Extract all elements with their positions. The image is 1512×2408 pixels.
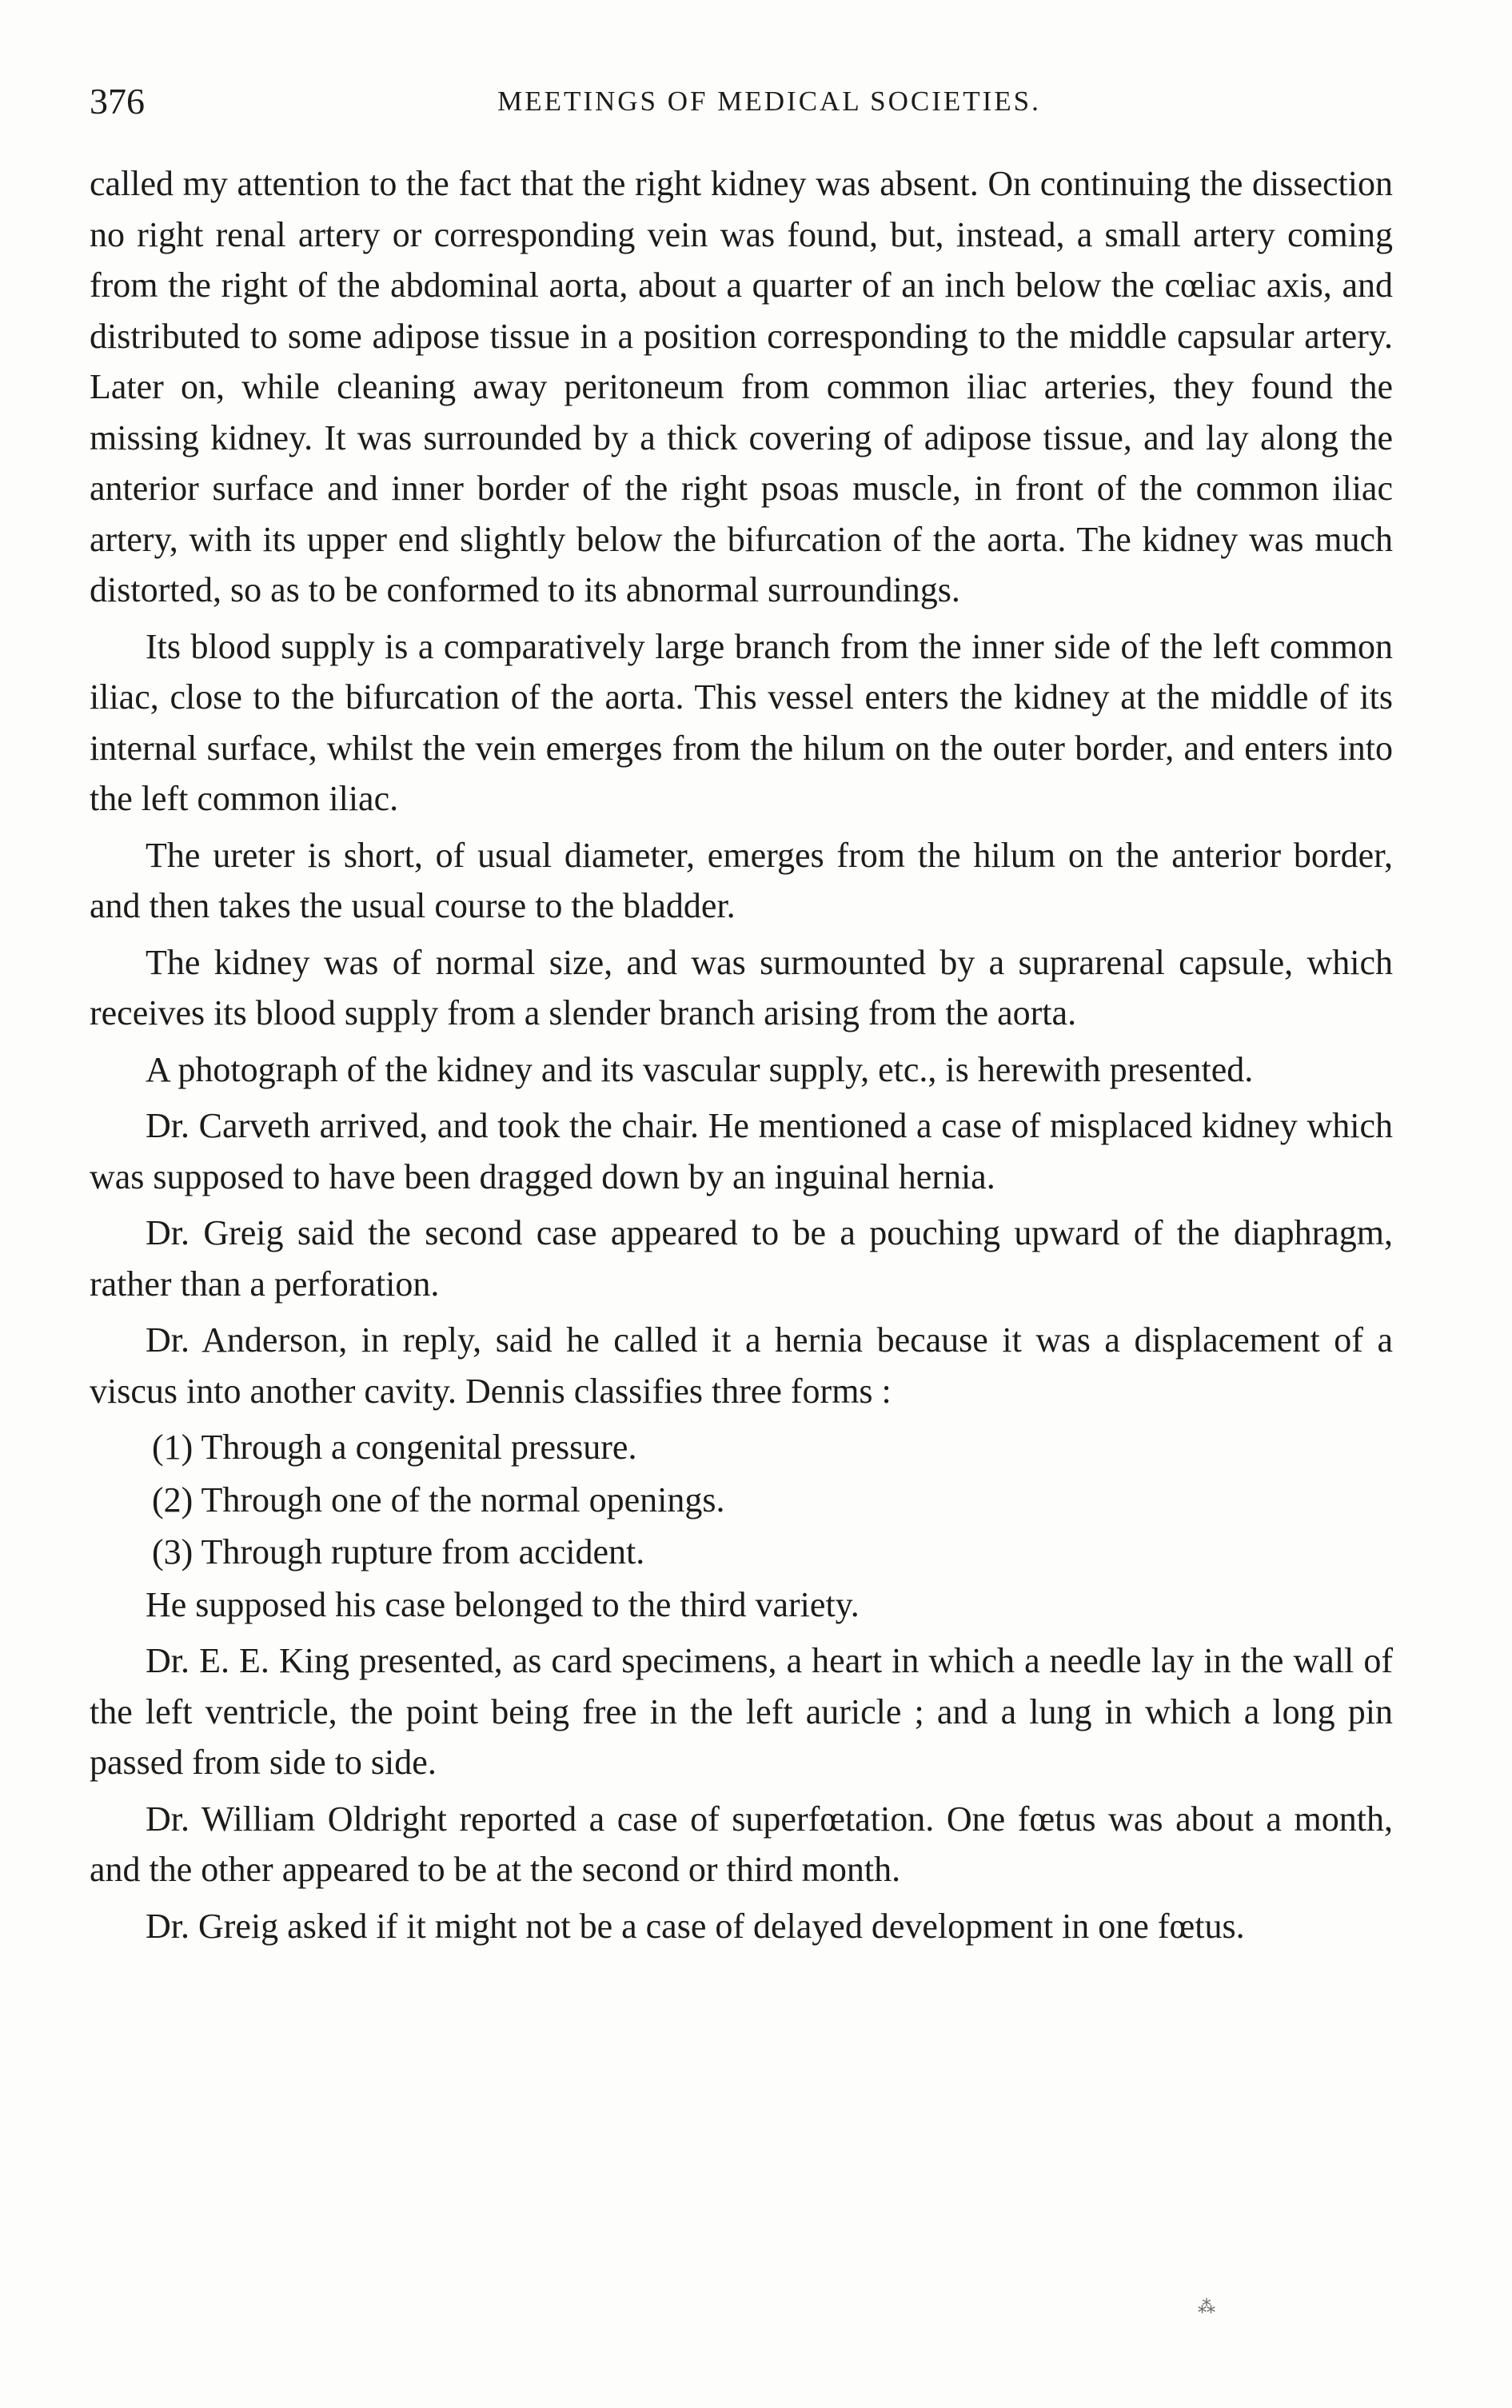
paragraph: Dr. Greig said the second case appeared to be a pouching upward of the diaphragm, rather than a perforation. bbox=[90, 1213, 1393, 1304]
list-item: (2) Through one of the normal openings. bbox=[152, 1480, 725, 1519]
body-text bbox=[90, 158, 1393, 1957]
page-number: 376 bbox=[90, 81, 145, 122]
paragraph: Dr. Anderson, in reply, said he called it a hernia because it was a displacement of a viscus into another cavity. Dennis classifies three forms : bbox=[90, 1320, 1393, 1411]
paragraph: Dr. William Oldright reported a case of superfœtation. One fœtus was about a month, and the other appeared to be at the second or third month. bbox=[90, 1799, 1393, 1889]
paragraph: The ureter is short, of usual diameter, emerges from the hilum on the anterior border, and then takes the usual course to the bladder. bbox=[90, 835, 1393, 925]
paragraph: Dr. E. E. King presented, as card specimens, a heart in which a needle lay in the wall of the left ventricle, the point being free in the left auricle ; and a lung in which a long pin passed from side to side. bbox=[90, 1641, 1393, 1782]
list-item: (1) Through a congenital pressure. bbox=[152, 1428, 637, 1467]
paragraph: Dr. Greig asked if it might not be a case of delayed development in one fœtus. bbox=[146, 1906, 1245, 1946]
running-title: MEETINGS OF MEDICAL SOCIETIES. bbox=[497, 86, 1041, 117]
paragraph: The kidney was of normal size, and was surmounted by a suprarenal capsule, which receives its blood supply from a slender branch arising from the aorta. bbox=[90, 942, 1393, 1032]
printer-mark: ⁂ bbox=[1198, 2297, 1215, 2317]
paragraph: He supposed his case belonged to the third variety. bbox=[146, 1584, 860, 1624]
page-header bbox=[90, 74, 1393, 130]
paragraph: Dr. Carveth arrived, and took the chair. He mentioned a case of misplaced kidney which was supposed to have been dragged down by an inguinal hernia. bbox=[90, 1106, 1393, 1196]
paragraph: Its blood supply is a comparatively large branch from the inner side of the left common iliac, close to the bifurcation of the aorta. This vessel enters the kidney at the middle of its internal surface, whilst the vein emerges from the hilum on the outer border, and enters into the left common iliac. bbox=[90, 626, 1393, 818]
list-item: (3) Through rupture from accident. bbox=[152, 1532, 645, 1571]
paragraph: A photograph of the kidney and its vascular supply, etc., is herewith presented. bbox=[146, 1049, 1254, 1089]
paragraph: called my attention to the fact that the right kidney was absent. On continuing the dissection no right renal artery or corresponding vein was found, but, instead, a small artery coming from the right of the abdominal aorta, about a quarter of an inch below the cœliac axis, and distributed to some adipose tissue in a position corresponding to the middle capsular artery. Later on, while cleaning away peritoneum from common iliac arteries, they found the missing kidney. It was surrounded by a thick covering of adipose tissue, and lay along the anterior surface and inner border of the right psoas muscle, in front of the common iliac artery, with its upper end slightly below the bifurcation of the aorta. The kidney was much distorted, so as to be conformed to its abnormal surroundings. bbox=[90, 164, 1393, 609]
